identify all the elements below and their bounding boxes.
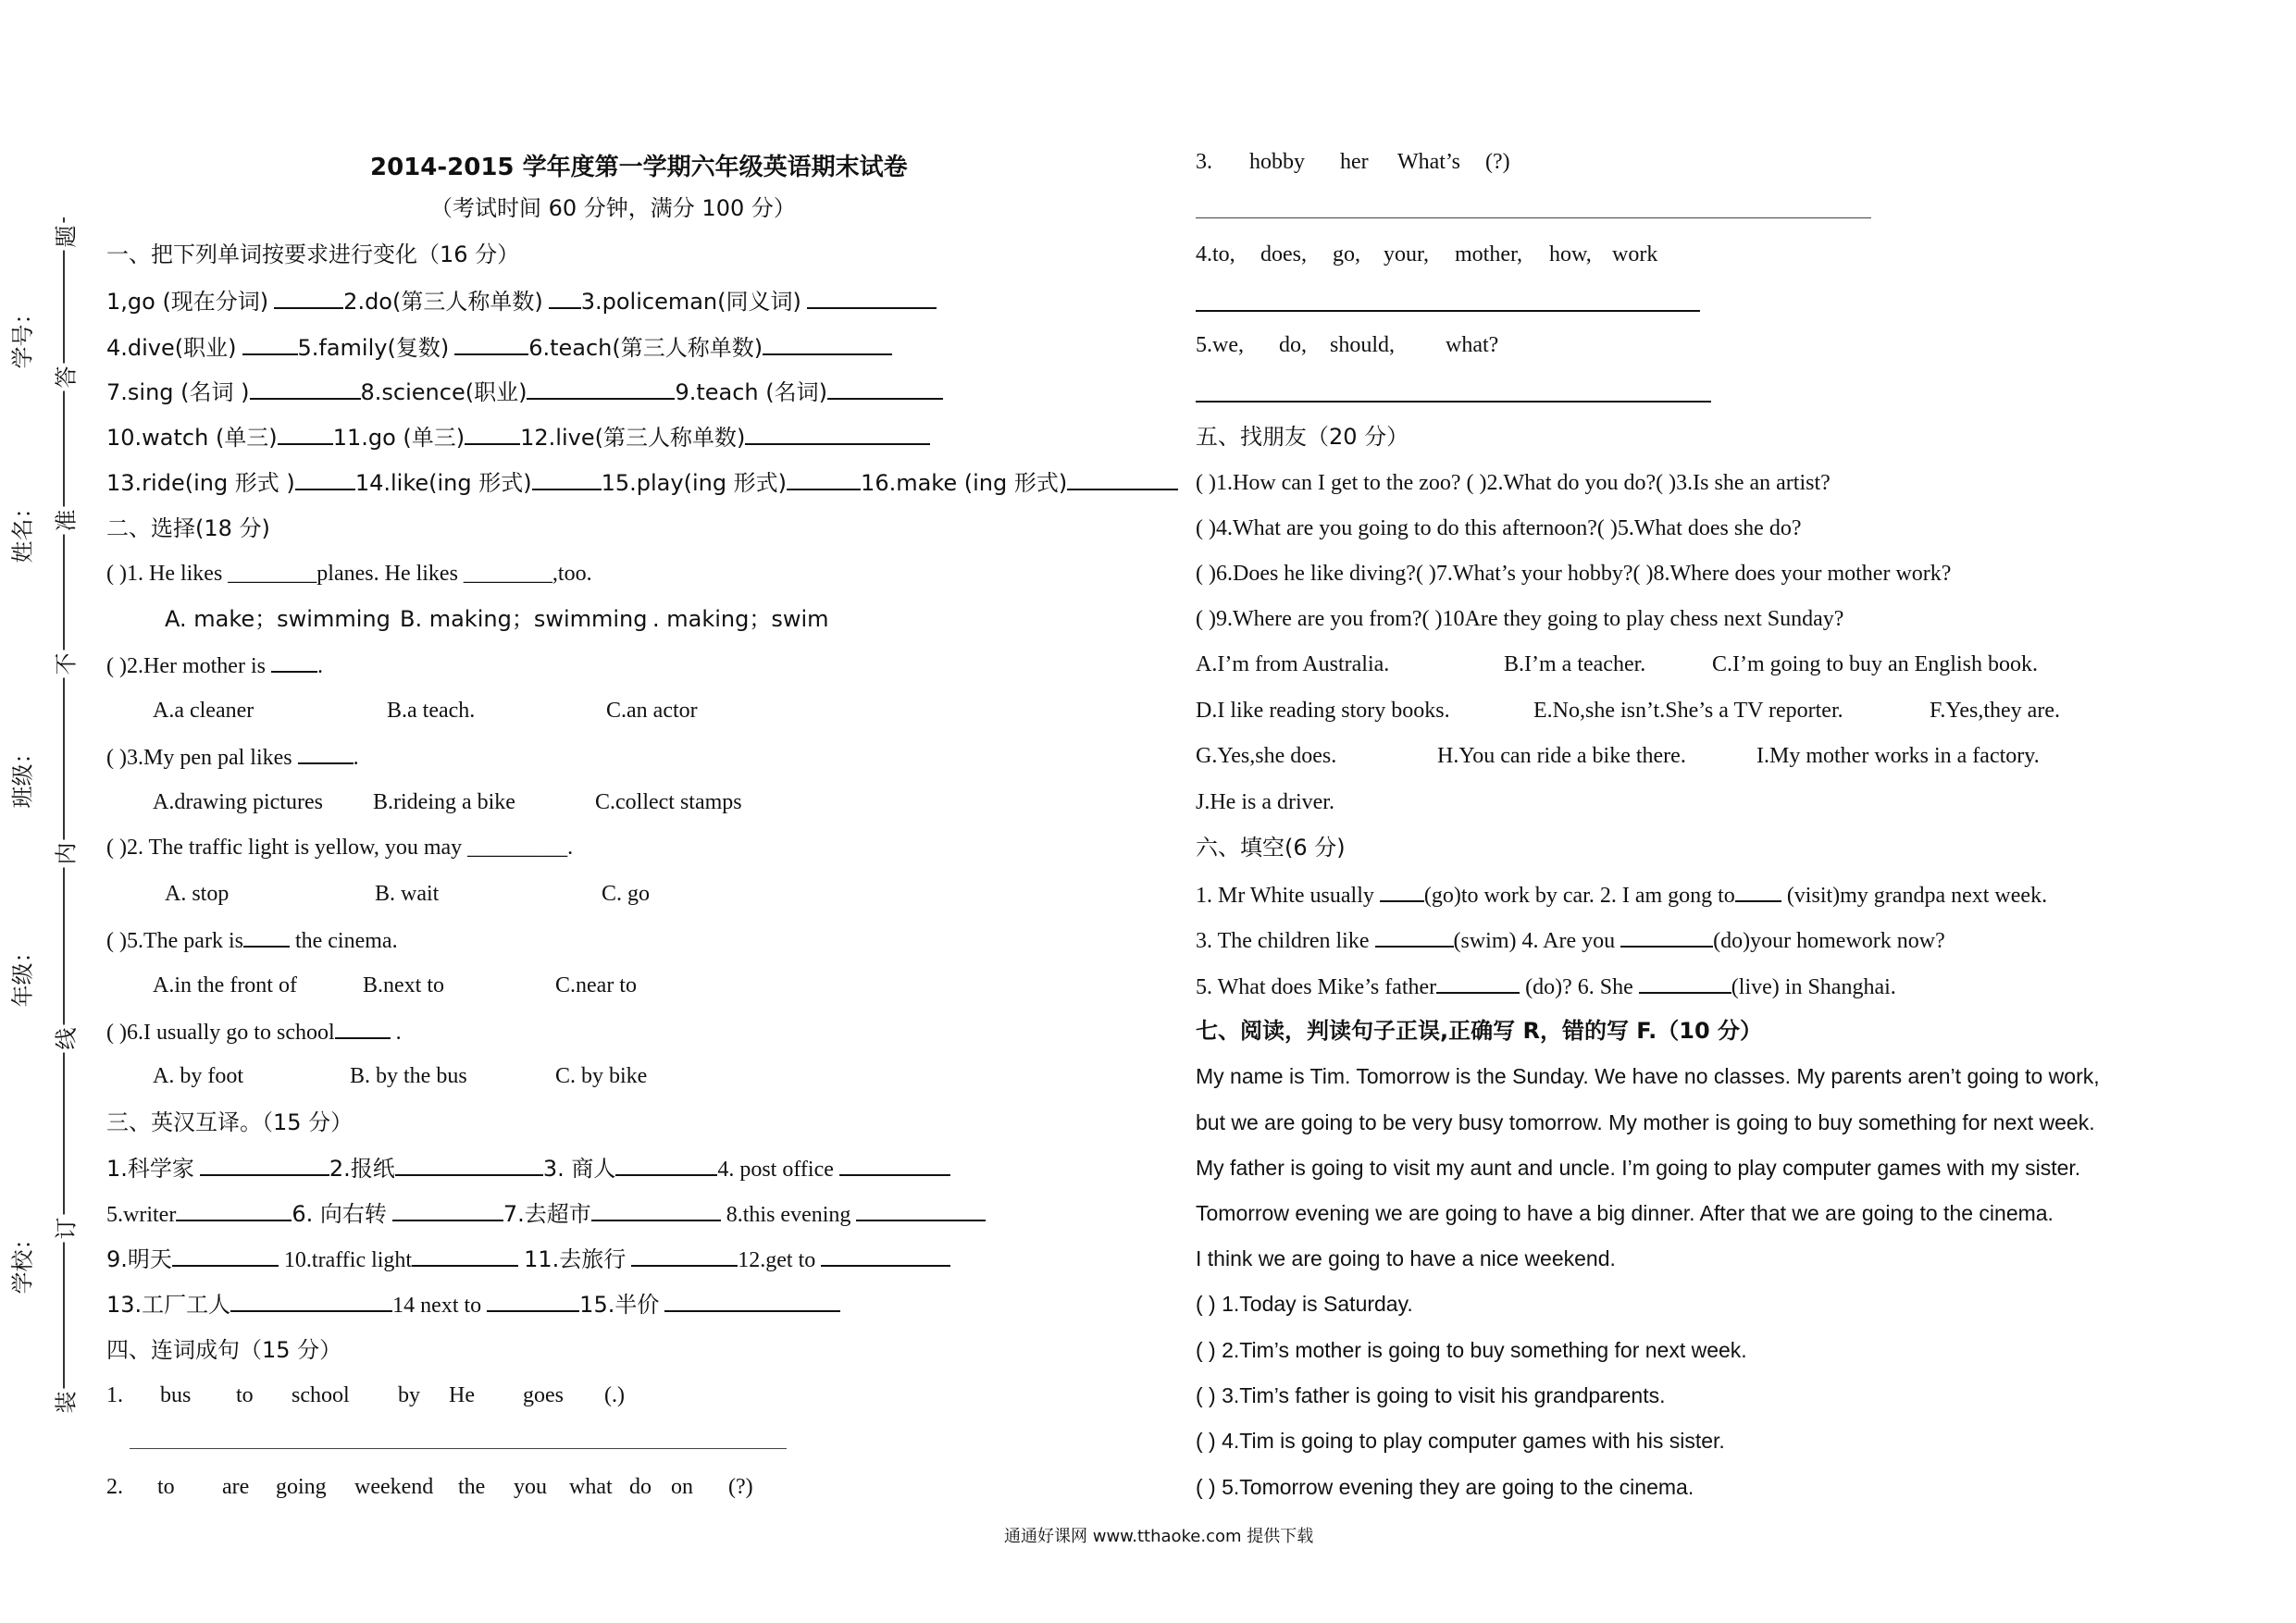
s5-answer: C.I’m going to buy an English book. xyxy=(1712,652,2038,676)
s3-item: 11.去旅行 xyxy=(524,1246,627,1272)
seal-char-7: 订 xyxy=(48,1215,81,1243)
s2-q2-opt-a: A.a cleaner xyxy=(153,699,254,723)
s4-word: to xyxy=(157,1475,175,1499)
seal-char-5: 内 xyxy=(48,840,81,868)
section5-heading: 五、找朋友（20 分） xyxy=(1196,424,1409,450)
s5-answer: I.My mother works in a factory. xyxy=(1756,744,2040,768)
s2-q5-opt-a: A.in the front of xyxy=(153,973,297,997)
s6-line3 xyxy=(1196,972,1896,1001)
s4-sentence-5 xyxy=(1196,331,1498,359)
judge-statement: ( ) 1.Today is Saturday. xyxy=(1196,1292,1413,1316)
s6-text: (do)your homework now? xyxy=(1713,929,1945,953)
answer-blank[interactable] xyxy=(412,1245,518,1267)
s3-item: 12.get to xyxy=(738,1248,816,1272)
s1-item-11: 11.go (单三) xyxy=(332,425,465,451)
answer-blank[interactable] xyxy=(856,1199,986,1221)
s5-answer: H.You can ride a bike there. xyxy=(1437,744,1686,768)
answer-blank[interactable] xyxy=(335,1017,391,1039)
s4-word: goes xyxy=(523,1383,564,1407)
s2-q1: ( )1. He likes ________planes. He likes ________,too. xyxy=(106,562,592,586)
student-id-label: 学号： xyxy=(9,302,36,369)
s3-item: 3. 商人 xyxy=(542,1156,616,1182)
s5-q-line3: ( )6.Does he like diving?( )7.What’s your hobby?( )8.Where does your mother work? xyxy=(1196,562,1952,586)
s1-blank[interactable] xyxy=(532,468,602,490)
judge-statement: ( ) 3.Tim’s father is going to visit his grandparents. xyxy=(1196,1383,1666,1407)
s4-word: What’s xyxy=(1397,150,1460,174)
s1-line4 xyxy=(106,423,930,452)
s4-word: 4.to, xyxy=(1196,242,1235,266)
seal-char-6: 线 xyxy=(48,1025,81,1053)
judge-statement: ( ) 2.Tim’s mother is going to buy something for next week. xyxy=(1196,1338,1747,1362)
answer-blank[interactable] xyxy=(591,1199,721,1221)
s4-word: (.) xyxy=(604,1383,625,1407)
s1-blank[interactable] xyxy=(250,378,361,400)
s4-word: bus xyxy=(160,1383,192,1407)
s6-text: 1. Mr White usually xyxy=(1196,884,1374,908)
answer-line[interactable] xyxy=(1196,401,1711,403)
s1-item-13: 13.ride(ing 形式 ) xyxy=(106,470,295,496)
s5-answer: F.Yes,they are. xyxy=(1930,699,2060,723)
s3-item: 1.科学家 xyxy=(106,1156,194,1182)
s4-word: 3. xyxy=(1196,150,1212,174)
answer-blank[interactable] xyxy=(631,1245,738,1267)
s1-line5 xyxy=(106,468,1178,498)
s4-sentence-3 xyxy=(1196,148,1510,176)
passage-line: but we are going to be very busy tomorrow. My mother is going to buy something for next week. xyxy=(1196,1110,2095,1134)
s2-q5-opt-c: C.near to xyxy=(555,973,637,997)
s4-word: (?) xyxy=(1485,150,1510,174)
s4-word: work xyxy=(1612,242,1658,266)
s1-item-5: 5.family(复数) xyxy=(297,335,450,361)
answer-blank[interactable] xyxy=(1375,925,1454,948)
s4-word: should, xyxy=(1330,333,1396,357)
s4-word: does, xyxy=(1260,242,1307,266)
s3-item: 8.this evening xyxy=(726,1203,851,1227)
s1-blank[interactable] xyxy=(807,287,937,309)
passage-line: I think we are going to have a nice weekend. xyxy=(1196,1246,1616,1270)
answer-blank[interactable] xyxy=(271,650,317,673)
s3-item: 5.writer xyxy=(106,1203,177,1227)
s1-blank[interactable] xyxy=(787,468,861,490)
s1-item-9: 9.teach (名词) xyxy=(675,379,827,405)
s1-blank[interactable] xyxy=(1067,468,1178,490)
school-label: 学校： xyxy=(9,1227,36,1295)
answer-blank[interactable] xyxy=(1380,880,1424,902)
answer-blank[interactable] xyxy=(230,1290,392,1312)
section4-heading: 四、连词成句（15 分） xyxy=(106,1337,342,1363)
s5-q-line1: ( )1.How can I get to the zoo? ( )2.What do you do?( )3.Is she an artist? xyxy=(1196,471,1831,495)
s3-item: 6. 向右转 xyxy=(292,1201,387,1227)
passage-line: My name is Tim. Tomorrow is the Sunday. We have no classes. My parents aren’t going to work, xyxy=(1196,1064,2100,1088)
s2-q6: ( )6.I usually go to school . xyxy=(106,1017,402,1047)
footer-text: 通通好课网 www.tthaoke.com 提供下载 xyxy=(1004,1527,1314,1546)
s1-blank[interactable] xyxy=(295,468,355,490)
s3-item: 9.明天 xyxy=(106,1246,172,1272)
answer-blank[interactable] xyxy=(487,1290,579,1312)
s6-text: (live) in Shanghai. xyxy=(1731,975,1896,999)
answer-blank[interactable] xyxy=(1639,972,1731,994)
s3-item: 14 next to xyxy=(392,1294,482,1318)
answer-blank[interactable] xyxy=(1735,880,1781,902)
answer-line[interactable] xyxy=(1196,310,1700,312)
s4-word: you xyxy=(514,1475,547,1499)
s3-item: 10.traffic light xyxy=(283,1248,413,1272)
answer-blank[interactable] xyxy=(1620,925,1713,948)
answer-blank[interactable] xyxy=(200,1154,329,1176)
s4-word: your, xyxy=(1384,242,1430,266)
s1-item-7: 7.sing (名词 ) xyxy=(106,379,250,405)
s1-item-4: 4.dive(职业) xyxy=(106,335,237,361)
s1-item-10: 10.watch (单三) xyxy=(106,425,278,451)
s4-word: do xyxy=(629,1475,652,1499)
s2-q5 xyxy=(106,925,398,955)
s4-word: by xyxy=(398,1383,420,1407)
s3-item: 7.去超市 xyxy=(503,1201,591,1227)
answer-line[interactable] xyxy=(1196,217,1871,218)
seal-char-3: 准 xyxy=(48,507,81,535)
s4-word: hobby xyxy=(1249,150,1305,174)
s4-word: her xyxy=(1340,150,1369,174)
s2-q3-opt-c: C.collect stamps xyxy=(595,790,742,814)
s6-line2 xyxy=(1196,925,1945,955)
s3-line4 xyxy=(106,1290,840,1319)
section3-heading: 三、英汉互译。（15 分） xyxy=(106,1109,354,1135)
section7-heading: 七、阅读，判读句子正误,正确写 R，错的写 F.（10 分） xyxy=(1196,1018,1763,1044)
s2-q4-opt-b: B. wait xyxy=(375,882,440,906)
s3-item: 2.报纸 xyxy=(329,1156,395,1182)
answer-blank[interactable] xyxy=(298,742,354,764)
s3-item: 15.半价 xyxy=(579,1292,660,1318)
s2-q3-opt-b: B.rideing a bike xyxy=(373,790,515,814)
s6-text: (do)? 6. She xyxy=(1525,975,1633,999)
s4-word: weekend xyxy=(354,1475,434,1499)
s4-word: the xyxy=(458,1475,486,1499)
s6-text: (visit)my grandpa next week. xyxy=(1786,884,2048,908)
s4-sentence-2 xyxy=(106,1473,753,1501)
s2-q5-text: ( )5.The park is xyxy=(106,929,243,953)
answer-line[interactable] xyxy=(130,1448,787,1449)
s4-sentence-1 xyxy=(106,1381,625,1409)
s1-blank[interactable] xyxy=(278,423,333,445)
s5-q-line2: ( )4.What are you going to do this afternoon?( )5.What does she do? xyxy=(1196,516,1802,540)
class-label: 班级： xyxy=(9,741,36,809)
s1-item-14: 14.like(ing 形式) xyxy=(354,470,532,496)
s5-q-line4: ( )9.Where are you from?( )10Are they going to play chess next Sunday? xyxy=(1196,607,1844,631)
section2-heading: 二、选择(18 分) xyxy=(106,515,270,541)
s4-word: going xyxy=(276,1475,327,1499)
s3-line3 xyxy=(106,1245,950,1274)
answer-blank[interactable] xyxy=(395,1154,543,1176)
s1-item-6: 6.teach(第三人称单数) xyxy=(528,335,763,361)
s1-item-8: 8.science(职业) xyxy=(360,379,527,405)
s2-q4: ( )2. The traffic light is yellow, you may _________. xyxy=(106,836,574,860)
s5-answer: B.I’m a teacher. xyxy=(1504,652,1646,676)
s5-answer: G.Yes,she does. xyxy=(1196,744,1337,768)
answer-blank[interactable] xyxy=(839,1154,950,1176)
s6-line1 xyxy=(1196,880,2047,910)
answer-blank[interactable] xyxy=(821,1245,950,1267)
passage-line: Tomorrow evening we are going to have a big dinner. After that we are going to the cinema. xyxy=(1196,1201,2054,1225)
s2-q2-opt-b: B.a teach. xyxy=(387,699,476,723)
seal-char-8: 装 xyxy=(48,1389,81,1417)
s2-q6-opt-a: A. by foot xyxy=(153,1064,243,1088)
s6-text: 5. What does Mike’s father xyxy=(1196,975,1437,999)
s4-word: He xyxy=(449,1383,475,1407)
s2-q3-text: ( )3.My pen pal likes xyxy=(106,746,292,770)
s4-word: mother, xyxy=(1455,242,1523,266)
s4-word: to xyxy=(236,1383,254,1407)
s1-blank[interactable] xyxy=(454,333,528,355)
s2-q4-opt-c: C. go xyxy=(602,882,651,906)
s3-item: 13.工厂工人 xyxy=(106,1292,231,1318)
s1-blank[interactable] xyxy=(549,287,581,309)
s4-word: go, xyxy=(1333,242,1360,266)
s1-item-15: 15.play(ing 形式) xyxy=(601,470,788,496)
s2-q1-opt-b: B. making；swimming xyxy=(400,606,648,632)
answer-blank[interactable] xyxy=(615,1154,717,1176)
judge-statement: ( ) 5.Tomorrow evening they are going to the cinema. xyxy=(1196,1475,1694,1499)
s3-line1 xyxy=(106,1154,950,1183)
section6-heading: 六、填空(6 分) xyxy=(1196,835,1346,861)
binding-margin xyxy=(0,0,102,1623)
s4-sentence-4 xyxy=(1196,241,1657,268)
s5-answer: D.I like reading story books. xyxy=(1196,699,1450,723)
answer-blank[interactable] xyxy=(243,925,290,948)
s2-q3-opt-a: A.drawing pictures xyxy=(153,790,323,814)
s1-blank[interactable] xyxy=(763,333,892,355)
answer-blank[interactable] xyxy=(176,1199,292,1221)
s5-answer: J.He is a driver. xyxy=(1196,790,1334,814)
s4-word: how, xyxy=(1549,242,1592,266)
s2-q2: ( )2.Her mother is . xyxy=(106,650,323,680)
s2-q6-opt-c: C. by bike xyxy=(555,1064,648,1088)
s2-q2-text: ( )2.Her mother is xyxy=(106,654,266,678)
s1-blank[interactable] xyxy=(527,378,675,400)
s4-word: are xyxy=(222,1475,250,1499)
s4-word: on xyxy=(671,1475,693,1499)
s1-blank[interactable] xyxy=(274,287,343,309)
s1-item-3: 3.policeman(同义词) xyxy=(580,289,801,315)
page-title: 2014-2015 学年度第一学期六年级英语期末试卷 xyxy=(370,154,908,181)
s6-text: (go)to work by car. 2. I am gong to xyxy=(1423,884,1735,908)
s2-q5-text-b: the cinema. xyxy=(294,929,398,953)
s1-line2 xyxy=(106,333,892,363)
s4-word: school xyxy=(292,1383,350,1407)
s2-q1-opt-c: . making；swim xyxy=(652,606,829,632)
seal-char-4: 不 xyxy=(48,650,81,678)
s4-word: what xyxy=(569,1475,613,1499)
s5-answer: E.No,she isn’t.She’s a TV reporter. xyxy=(1533,699,1843,723)
s1-blank[interactable] xyxy=(242,333,298,355)
s3-item: 4. post office xyxy=(717,1158,834,1182)
s1-item-16: 16.make (ing 形式) xyxy=(861,470,1068,496)
s2-q3: ( )3.My pen pal likes . xyxy=(106,742,359,772)
s2-q6-text: ( )6.I usually go to school xyxy=(106,1021,335,1045)
s2-q1-opt-a: A. make；swimming xyxy=(165,606,391,632)
answer-blank[interactable] xyxy=(392,1199,503,1221)
s1-item-12: 12.live(第三人称单数) xyxy=(520,425,746,451)
passage-line: My father is going to visit my aunt and uncle. I’m going to play computer games with my sister. xyxy=(1196,1156,2081,1180)
s4-word: 1. xyxy=(106,1383,123,1407)
s2-q6-opt-b: B. by the bus xyxy=(350,1064,467,1088)
s4-word: (?) xyxy=(728,1475,753,1499)
grade-label: 年级： xyxy=(9,940,36,1008)
s3-line2 xyxy=(106,1199,986,1229)
s1-blank[interactable] xyxy=(465,423,520,445)
answer-blank[interactable] xyxy=(172,1245,279,1267)
s2-q2-opt-c: C.an actor xyxy=(606,699,698,723)
s2-q4-opt-a: A. stop xyxy=(165,882,230,906)
s1-item-1: 1,go (现在分词) xyxy=(106,289,269,315)
name-label: 姓名： xyxy=(9,496,36,564)
section1-heading: 一、把下列单词按要求进行变化（16 分） xyxy=(106,242,520,267)
judge-statement: ( ) 4.Tim is going to play computer games with his sister. xyxy=(1196,1429,1725,1453)
s2-q5-opt-b: B.next to xyxy=(363,973,444,997)
s4-word: do, xyxy=(1279,333,1307,357)
s1-line3 xyxy=(106,378,943,407)
s6-text: (swim) 4. Are you xyxy=(1453,929,1616,953)
s4-word: 5.we, xyxy=(1196,333,1244,357)
s6-text: 3. The children like xyxy=(1196,929,1370,953)
s4-word: what? xyxy=(1446,333,1499,357)
s1-line1 xyxy=(106,287,937,316)
s4-word: 2. xyxy=(106,1475,123,1499)
s1-blank[interactable] xyxy=(745,423,930,445)
s5-answer: A.I’m from Australia. xyxy=(1196,652,1390,676)
page-subtitle: （考试时间 60 分钟，满分 100 分） xyxy=(430,195,796,221)
s1-item-2: 2.do(第三人称单数) xyxy=(343,289,543,315)
seal-char-2: 答 xyxy=(48,364,81,391)
answer-blank[interactable] xyxy=(1436,972,1520,994)
answer-blank[interactable] xyxy=(664,1290,840,1312)
seal-char-1: 题 xyxy=(48,223,81,251)
s1-blank[interactable] xyxy=(827,378,943,400)
